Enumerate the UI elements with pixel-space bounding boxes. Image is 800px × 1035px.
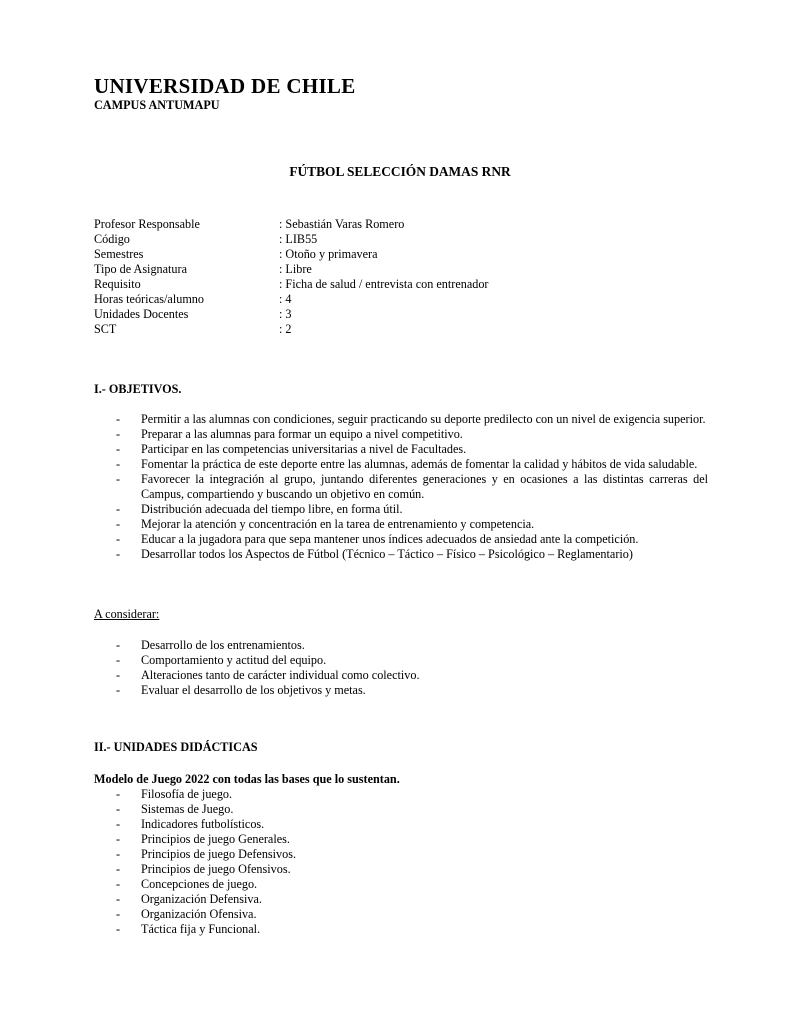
info-value: : Libre [279,262,312,276]
list-item: - Concepciones de juego. [116,877,258,891]
course-info-table [94,217,489,337]
info-label: Profesor Responsable [94,217,200,231]
info-label: Tipo de Asignatura [94,262,187,276]
bullet-dash: - [116,412,121,426]
info-row-semesters [94,247,489,262]
list-item: - Táctica fija y Funcional. [116,922,261,936]
list-item: - Organización Defensiva. [116,892,262,906]
bullet-dash: - [116,922,121,936]
bullet-dash: - [116,683,121,697]
game-model-subheading: Modelo de Juego 2022 con todas las bases que lo sustentan. [94,772,400,786]
info-row-sct [94,322,489,337]
info-label: Semestres [94,247,144,261]
bullet-dash: - [116,547,121,561]
info-row-hours [94,292,489,307]
list-item: - Mejorar la atención y concentración en la tarea de entrenamiento y competencia. [116,517,535,531]
objectives-heading: I.- OBJETIVOS. [94,382,182,396]
bullet-dash: - [116,472,121,486]
list-item: - Indicadores futbolísticos. [116,817,265,831]
list-item: - Permitir a las alumnas con condiciones, seguir practicando su deporte predilecto con un nivel de exigencia superior. [116,412,706,426]
bullet-dash: - [116,862,121,876]
bullet-dash: - [116,892,121,906]
info-label: Requisito [94,277,141,291]
bullet-dash: - [116,877,121,891]
bullet-dash: - [116,907,121,921]
objectives-list [116,412,708,562]
list-item: - Distribución adecuada del tiempo libre, en forma útil. [116,502,403,516]
list-item: - Desarrollo de los entrenamientos. [116,638,305,652]
bullet-dash: - [116,817,121,831]
list-item: - Evaluar el desarrollo de los objetivos y metas. [116,683,366,697]
list-item: - Principios de juego Generales. [116,832,290,846]
bullet-dash: - [116,502,121,516]
info-value: : 2 [279,322,292,336]
considerations-heading: A considerar: [94,607,160,621]
info-row-requirement [94,277,489,292]
bullet-dash: - [116,653,121,667]
units-list [116,787,708,937]
info-label: Código [94,232,130,246]
bullet-dash: - [116,787,121,801]
list-item: - Organización Ofensiva. [116,907,257,921]
list-item: - Participar en las competencias universitarias a nivel de Facultades. [116,442,467,456]
course-title: FÚTBOL SELECCIÓN DAMAS RNR [289,164,511,179]
list-item: - Alteraciones tanto de carácter individual como colectivo. [116,668,420,682]
info-value: : Otoño y primavera [279,247,378,261]
list-item: - Educar a la jugadora para que sepa mantener unos índices adecuados de ansiedad ante la competición. [116,532,639,546]
info-label: Horas teóricas/alumno [94,292,204,306]
bullet-dash: - [116,532,121,546]
bullet-dash: - [116,847,121,861]
list-item: - Favorecer la integración al grupo, juntando diferentes generaciones y en ocasiones a las distintas carreras del Campus, compartiendo y buscando un objetivo en común. [116,472,708,501]
bullet-dash: - [116,802,121,816]
info-row-professor [94,217,489,232]
university-title: UNIVERSIDAD DE CHILE [94,74,356,98]
list-item: - Filosofía de juego. [116,787,233,801]
list-item: - Principios de juego Defensivos. [116,847,297,861]
bullet-dash: - [116,668,121,682]
info-value: : 3 [279,307,292,321]
info-row-code [94,232,489,247]
list-item: - Comportamiento y actitud del equipo. [116,653,327,667]
list-item: - Desarrollar todos los Aspectos de Fútbol (Técnico – Táctico – Físico – Psicológico – Reglamentario) [116,547,633,561]
info-row-units [94,307,489,322]
list-item: - Fomentar la práctica de este deporte entre las alumnas, además de fomentar la calidad y hábitos de vida saludable. [116,457,698,471]
info-value: : Ficha de salud / entrevista con entrenador [279,277,489,291]
units-heading: II.- UNIDADES DIDÁCTICAS [94,740,258,754]
list-item: - Preparar a las alumnas para formar un equipo a nivel competitivo. [116,427,463,441]
bullet-dash: - [116,427,121,441]
list-item: - Sistemas de Juego. [116,802,234,816]
info-value: : 4 [279,292,292,306]
info-row-type [94,262,489,277]
considerations-list [116,638,708,698]
bullet-dash: - [116,517,121,531]
bullet-dash: - [116,442,121,456]
info-value: : Sebastián Varas Romero [279,217,405,231]
info-value: : LIB55 [279,232,318,246]
bullet-dash: - [116,638,121,652]
info-label: Unidades Docentes [94,307,189,321]
info-label: SCT [94,322,117,336]
bullet-dash: - [116,457,121,471]
bullet-dash: - [116,832,121,846]
campus-subtitle: CAMPUS ANTUMAPU [94,98,220,112]
list-item: - Principios de juego Ofensivos. [116,862,291,876]
